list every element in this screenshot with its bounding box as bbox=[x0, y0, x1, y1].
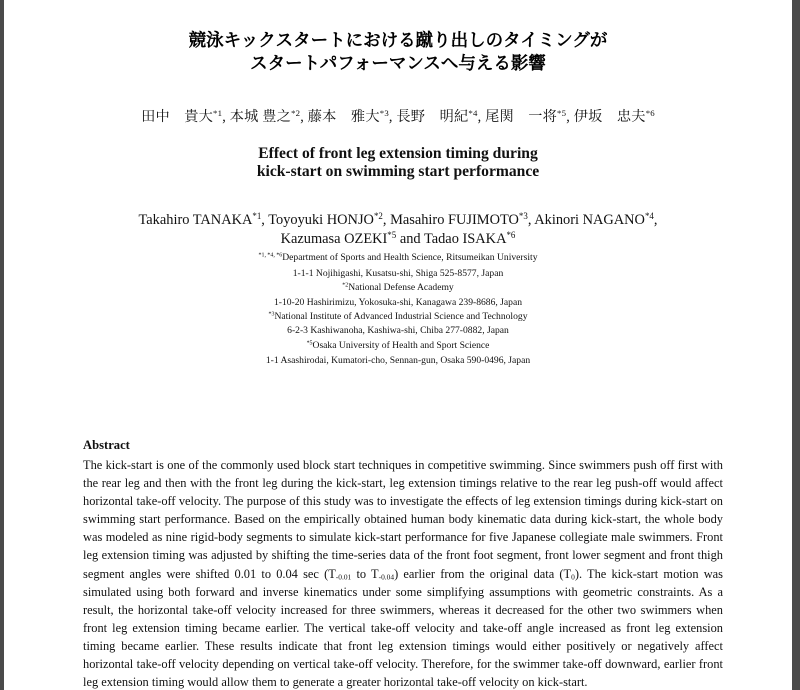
jp-author: 長野 明紀$^{*4}$ bbox=[396, 108, 478, 125]
en-author-list-line-2 bbox=[4, 231, 792, 248]
jp-author: 伊坂 忠夫$^{*6}$ bbox=[573, 108, 655, 125]
affiliation-line: $^{*3}$National Institute of Advanced Industrial Science and Technology bbox=[268, 311, 528, 322]
en-title-line-2: kick-start on swimming start performance bbox=[256, 163, 540, 180]
jp-author: 田中 貴大$^{*1}$ bbox=[141, 108, 223, 125]
en-author-conjunction: and bbox=[399, 231, 421, 247]
jp-author: 本城 豊之$^{*2}$ bbox=[229, 108, 301, 125]
jp-title-line-2: スタートパフォーマンスへ与える影響 bbox=[250, 54, 546, 74]
en-author: Takahiro TANAKA$^{*1}$ bbox=[138, 211, 262, 228]
jp-author-list: 田中 貴大$^{*1}$, 本城 豊之$^{*2}$, 藤本 雅大$^{*3}$, 長野 明紀$^{*4}$, 尾関 一将$^{*5}$, 伊坂 忠夫$^{*6}$ bbox=[141, 108, 655, 125]
jp-title-line-1: 競泳キックスタートにおける蹴り出しのタイミングが bbox=[188, 31, 608, 51]
affiliation-line: 1-1-1 Nojihigashi, Kusatsu-shi, Shiga 525-8577, Japan bbox=[292, 268, 504, 279]
affiliation-line: 6-2-3 Kashiwanoha, Kashiwa-shi, Chiba 277-0882, Japan bbox=[287, 325, 509, 336]
jp-author: 藤本 雅大$^{*3}$ bbox=[307, 108, 389, 125]
en-author: Akinori NAGANO$^{*4}$ bbox=[534, 211, 654, 228]
en-author: Toyoyuki HONJO$^{*2}$ bbox=[268, 211, 383, 228]
affiliation-line: $^{*2}$National Defense Academy bbox=[342, 282, 454, 293]
affiliation-line: $^{*1, *4, *6}$Department of Sports and Health Science, Ritsumeikan University bbox=[258, 252, 538, 263]
en-author: Masahiro FUJIMOTO$^{*3}$ bbox=[390, 211, 528, 228]
abstract-heading: Abstract bbox=[83, 438, 130, 452]
abstract-body: The kick-start is one of the commonly used block start techniques in competitive swimming. Since swimmers push off first with the rear leg and then with the front leg during the kick-start, leg extension timings relative to the rear leg push-off would affect horizontal take-off velocity. The purpose of this study was to investigate the effects of leg extension timings during kick-start on swimming start performance. Based on the empirically obtained human body kinematic data during kick-start, the whole body was modeled as nine rigid-body segments to simulate kick-start performance for five Japanese collegiate male swimmers. Front leg extension timing was adjusted by shifting the time-series data of the front foot segment, front lower segment and front thigh segment angles were shifted 0.01 to 0.04 $\sec (T_{-0.01}$ to $T_{-0.04}$) earlier from the original data $(T_0)$. The kick-start motion was simulated using both forward and inverse kinematics under some simplifying assumptions with geometric constraints. As a result, the horizontal take-off velocity increased for three swimmers, whereas it decreased for the other two swimmers when front leg extension timing became earlier. The vertical take-off velocity and take-off angle increased as front leg extension timing became earlier. These results indicate that front leg extension timings would either positively or negatively affect horizontal take-off velocity depending on vertical take-off velocity. Therefore, for the swimmer take-off downward, earlier front leg extension timing would allow them to generate a greater horizontal take-off velocity on kick-start. bbox=[83, 458, 724, 690]
paper-page bbox=[4, 0, 792, 690]
en-author: Kazumasa OZEKI$^{*5}$ bbox=[280, 230, 397, 247]
affiliation-line: 1-1 Asashirodai, Kumatori-cho, Sennan-gun, Osaka 590-0496, Japan bbox=[265, 355, 531, 366]
affiliation-line: $^{*5}$Osaka University of Health and Sport Science bbox=[306, 340, 490, 351]
affiliation-line: 1-10-20 Hashirimizu, Yokosuka-shi, Kanagawa 239-8686, Japan bbox=[273, 297, 523, 308]
jp-author: 尾関 一将$^{*5}$ bbox=[485, 108, 567, 125]
en-title-line-1: Effect of front leg extension timing during bbox=[258, 145, 538, 162]
en-author-list-line-1: Takahiro TANAKA$^{*1}$, Toyoyuki HONJO$^{*2}$, Masahiro FUJIMOTO$^{*3}$, Akinori NAGANO$^{*4}$, bbox=[138, 211, 658, 228]
en-author: Tadao ISAKA$^{*6}$ bbox=[423, 230, 516, 247]
